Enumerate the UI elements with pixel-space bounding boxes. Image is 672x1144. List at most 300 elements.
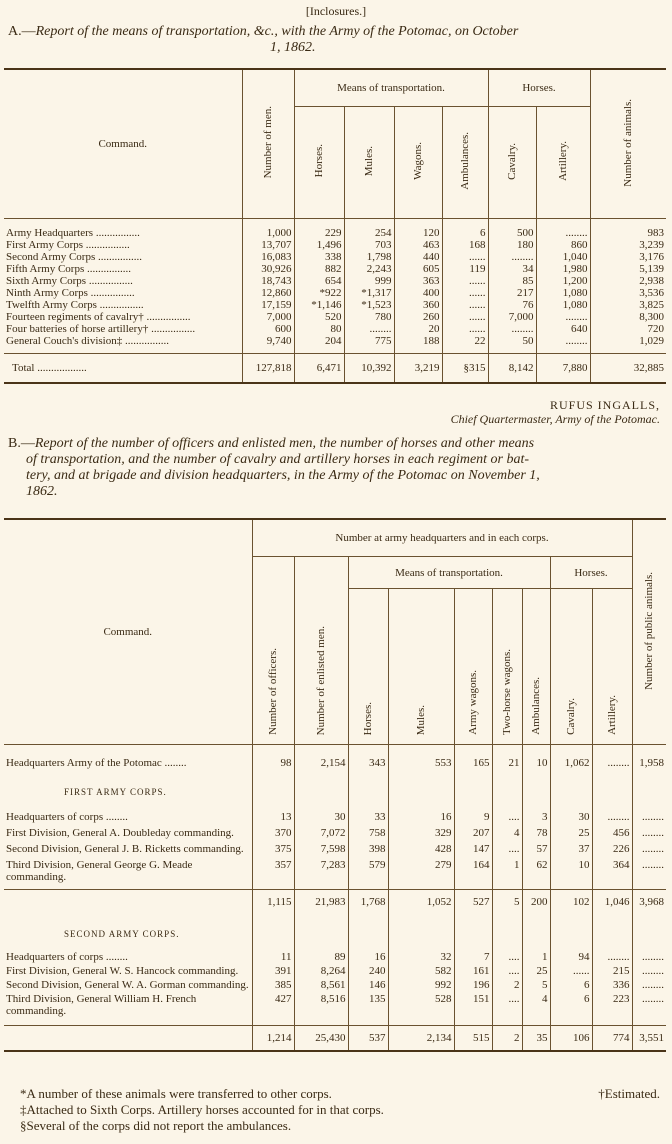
art-cell: 226	[592, 839, 632, 855]
officers-cell: 391	[252, 963, 294, 977]
table-row	[4, 839, 666, 855]
horses-cell: 80	[294, 323, 344, 335]
command-label: Ninth Army Corps	[6, 287, 88, 299]
table-row	[4, 287, 666, 299]
horses-cell: 240	[348, 963, 388, 977]
table-b-horses-group-header: Horses.	[550, 557, 632, 589]
table-row	[4, 977, 666, 991]
art-cell: 336	[592, 977, 632, 991]
mules-cell: ........	[344, 323, 394, 335]
men-cell: 12,860	[242, 287, 294, 299]
table-row	[4, 963, 666, 977]
table-a-total-ambulances: §315	[442, 353, 488, 383]
subtotal-mules: 1,052	[388, 889, 454, 915]
horses-cell: 343	[348, 745, 388, 770]
table-b-means-header: Means of transportation.	[348, 557, 550, 589]
art-cell: 223	[592, 991, 632, 1017]
mules-cell: 16	[388, 803, 454, 823]
two-cell: ....	[492, 839, 522, 855]
table-a-command-header: Command.	[4, 69, 242, 219]
officers-cell: 427	[252, 991, 294, 1017]
table-a-total-cavalry: 8,142	[488, 353, 536, 383]
subtotal-horses: 537	[348, 1025, 388, 1051]
art-cell: ........	[592, 803, 632, 823]
heading-b-prefix: B.—	[8, 436, 35, 451]
command-label: Second Division, General J. B. Ricketts commanding.	[6, 843, 244, 855]
artillery-cell: 860	[536, 239, 590, 251]
command-label: First Division, General W. S. Hancock commanding.	[6, 965, 239, 977]
table-row	[4, 311, 666, 323]
mules-cell: 703	[344, 239, 394, 251]
animals-cell: 5,139	[590, 263, 666, 275]
subtotal-officers: 1,115	[252, 889, 294, 915]
wagons-cell: 360	[394, 299, 442, 311]
heading-b-line2: of transportation, and the number of cavalry and artillery horses in each regiment or bat-	[26, 452, 530, 467]
table-a	[4, 68, 666, 384]
cav-cell: 1,062	[550, 745, 592, 770]
signature-name: RUFUS INGALLS,	[549, 398, 660, 412]
subtotal-row	[4, 1025, 666, 1051]
art-cell: ........	[592, 745, 632, 770]
two-cell: 1	[492, 855, 522, 883]
table-row	[4, 745, 666, 770]
public-cell: ........	[632, 855, 666, 883]
cavalry-cell: ........	[488, 323, 536, 335]
command-cell: Four batteries of horse artillery† ................	[6, 323, 196, 335]
table-b-sub-two-horse-wagons: Two-horse wagons.	[501, 649, 513, 735]
art-cell: 364	[592, 855, 632, 883]
command-cell: Headquarters of corps ........	[6, 951, 128, 963]
cavalry-cell: 50	[488, 335, 536, 347]
ambulances-cell: 168	[442, 239, 488, 251]
wagons-cell: 164	[454, 855, 492, 883]
mules-cell: 2,243	[344, 263, 394, 275]
enlisted-cell: 8,516	[294, 991, 348, 1017]
ambulances-cell: ......	[442, 323, 488, 335]
artillery-cell: 1,080	[536, 287, 590, 299]
subtotal-public: 3,551	[632, 1025, 666, 1051]
mules-cell: 999	[344, 275, 394, 287]
table-b-sub-cavalry: Cavalry.	[565, 698, 577, 735]
command-label: Four batteries of horse artillery†	[6, 323, 149, 335]
command-cell: First Army Corps ................	[6, 239, 130, 251]
command-cell: Headquarters of corps ........	[6, 811, 128, 823]
command-cell: Army Headquarters ................	[6, 227, 140, 239]
men-cell: 18,743	[242, 275, 294, 287]
table-b-command-header: Command.	[4, 519, 252, 745]
table-b-sub-ambulances: Ambulances.	[530, 677, 542, 735]
mules-cell: 32	[388, 945, 454, 963]
men-cell: 9,740	[242, 335, 294, 347]
heading-b-line3: tery, and at brigade and division headquarters, in the Army of the Potomac on November 1,	[26, 468, 540, 483]
cav-cell: 30	[550, 803, 592, 823]
table-row	[4, 251, 666, 263]
command-cell	[4, 839, 252, 855]
horses-cell: 135	[348, 991, 388, 1017]
officers-cell: 375	[252, 839, 294, 855]
horses-cell: *1,146	[294, 299, 344, 311]
public-cell: ........	[632, 823, 666, 839]
mules-cell: *1,523	[344, 299, 394, 311]
public-cell: ........	[632, 945, 666, 963]
two-cell: 21	[492, 745, 522, 770]
table-a-animals-header: Number of animals.	[622, 98, 635, 187]
ambulances-cell: 6	[442, 219, 488, 240]
heading-b-line1: Report of the number of officers and enlisted men, the number of horses and other means	[34, 436, 535, 451]
enlisted-cell: 7,598	[294, 839, 348, 855]
table-a-total-animals: 32,885	[590, 353, 666, 383]
wagons-cell: 440	[394, 251, 442, 263]
command-label: General Couch's division‡	[6, 335, 123, 347]
horses-cell: 1,496	[294, 239, 344, 251]
wagons-cell: 363	[394, 275, 442, 287]
public-cell: ........	[632, 803, 666, 823]
cav-cell: 6	[550, 991, 592, 1017]
command-cell: Headquarters Army of the Potomac ........	[6, 757, 187, 769]
wagons-cell: 605	[394, 263, 442, 275]
command-label: Fifth Army Corps	[6, 263, 85, 275]
table-row	[4, 803, 666, 823]
table-row	[4, 945, 666, 963]
officers-cell: 370	[252, 823, 294, 839]
subtotal-enlisted: 21,983	[294, 889, 348, 915]
subtotal-wagons: 527	[454, 889, 492, 915]
mules-cell: 428	[388, 839, 454, 855]
ambulances-cell: ......	[442, 287, 488, 299]
subtotal-public: 3,968	[632, 889, 666, 915]
horses-cell: 758	[348, 823, 388, 839]
table-b	[4, 518, 666, 1052]
table-a-total-men: 127,818	[242, 353, 294, 383]
table-a-total-label: Total ..................	[12, 361, 87, 374]
wagons-cell: 7	[454, 945, 492, 963]
subtotal-label-cell	[4, 889, 252, 915]
artillery-cell: ........	[536, 335, 590, 347]
command-label: Third Division, General William H. French commanding.	[6, 993, 197, 1017]
command-label: Army Headquarters	[6, 227, 94, 239]
heading-b	[8, 436, 666, 500]
table-a-sub-ambulances: Ambulances.	[459, 132, 471, 190]
command-cell	[4, 963, 252, 977]
horses-cell: 33	[348, 803, 388, 823]
subtotal-two: 5	[492, 889, 522, 915]
table-b-enlisted-header: Number of enlisted men.	[315, 625, 327, 735]
subtotal-wagons: 515	[454, 1025, 492, 1051]
two-cell: 4	[492, 823, 522, 839]
public-cell: ........	[632, 977, 666, 991]
wagons-cell: 463	[394, 239, 442, 251]
artillery-cell: 1,040	[536, 251, 590, 263]
heading-a-prefix: A.—	[8, 24, 36, 39]
table-row	[4, 323, 666, 335]
command-label: Second Division, General W. A. Gorman commanding.	[6, 979, 249, 991]
cavalry-cell: 85	[488, 275, 536, 287]
mules-cell: 582	[388, 963, 454, 977]
artillery-cell: 1,980	[536, 263, 590, 275]
subtotal-enlisted: 25,430	[294, 1025, 348, 1051]
command-cell: Fifth Army Corps ................	[6, 263, 131, 275]
artillery-cell: 1,080	[536, 299, 590, 311]
amb-cell: 25	[522, 963, 550, 977]
men-cell: 17,159	[242, 299, 294, 311]
subtotal-art: 1,046	[592, 889, 632, 915]
command-label: First Army Corps	[6, 239, 84, 251]
table-row	[4, 263, 666, 275]
mules-cell: 254	[344, 219, 394, 240]
signature-title: Chief Quartermaster, Army of the Potomac.	[450, 412, 660, 426]
horses-cell: 520	[294, 311, 344, 323]
table-row	[4, 299, 666, 311]
command-cell: Twelfth Army Corps ................	[6, 299, 144, 311]
table-a-total-wagons: 3,219	[394, 353, 442, 383]
subtotal-cav: 106	[550, 1025, 592, 1051]
table-a-means-header: Means of transportation.	[294, 69, 488, 107]
cavalry-cell: ........	[488, 251, 536, 263]
subtotal-row	[4, 889, 666, 915]
enlisted-cell: 7,283	[294, 855, 348, 883]
animals-cell: 8,300	[590, 311, 666, 323]
ambulances-cell: ......	[442, 275, 488, 287]
public-cell: ........	[632, 991, 666, 1017]
ambulances-cell: 119	[442, 263, 488, 275]
table-a-men-header: Number of men.	[262, 106, 274, 179]
command-cell: Second Army Corps ................	[6, 251, 142, 263]
command-cell	[4, 977, 252, 991]
mules-cell: 775	[344, 335, 394, 347]
men-cell: 600	[242, 323, 294, 335]
section-row	[4, 773, 666, 803]
animals-cell: 720	[590, 323, 666, 335]
amb-cell: 78	[522, 823, 550, 839]
public-cell: ........	[632, 963, 666, 977]
horses-cell: 146	[348, 977, 388, 991]
cavalry-cell: 76	[488, 299, 536, 311]
wagons-cell: 20	[394, 323, 442, 335]
artillery-cell: ........	[536, 311, 590, 323]
footnote-star: *A number of these animals were transferred to other corps.	[20, 1086, 332, 1101]
table-b-sub-artillery: Artillery.	[606, 695, 618, 735]
table-row	[4, 991, 666, 1017]
two-cell: ....	[492, 991, 522, 1017]
table-row	[4, 335, 666, 347]
table-row	[4, 275, 666, 287]
footnotes	[20, 1086, 660, 1134]
wagons-cell: 188	[394, 335, 442, 347]
cavalry-cell: 180	[488, 239, 536, 251]
cavalry-cell: 34	[488, 263, 536, 275]
enlisted-cell: 7,072	[294, 823, 348, 839]
artillery-cell: 1,200	[536, 275, 590, 287]
art-cell: ........	[592, 945, 632, 963]
command-cell: Sixth Army Corps ................	[6, 275, 133, 287]
wagons-cell: 207	[454, 823, 492, 839]
subtotal-officers: 1,214	[252, 1025, 294, 1051]
horses-cell: 16	[348, 945, 388, 963]
animals-cell: 3,536	[590, 287, 666, 299]
table-b-sub-army-wagons: Army wagons.	[467, 670, 479, 735]
wagons-cell: 151	[454, 991, 492, 1017]
cavalry-cell: 7,000	[488, 311, 536, 323]
wagons-cell: 9	[454, 803, 492, 823]
command-cell	[4, 855, 252, 883]
subtotal-horses: 1,768	[348, 889, 388, 915]
table-a-sub-mules: Mules.	[363, 145, 375, 177]
mules-cell: 279	[388, 855, 454, 883]
wagons-cell: 147	[454, 839, 492, 855]
wagons-cell: 196	[454, 977, 492, 991]
horses-cell: 882	[294, 263, 344, 275]
command-cell	[4, 991, 252, 1017]
table-a-sub-artillery: Artillery.	[557, 141, 569, 181]
footnote-ddagger: ‡Attached to Sixth Corps. Artillery horses accounted for in that corps.	[20, 1102, 384, 1117]
table-b-sub-horses: Horses.	[362, 701, 374, 735]
animals-cell: 2,938	[590, 275, 666, 287]
officers-cell: 13	[252, 803, 294, 823]
table-a-total-artillery: 7,880	[536, 353, 590, 383]
table-b-sub-mules: Mules.	[415, 704, 427, 735]
animals-cell: 3,825	[590, 299, 666, 311]
section-title: SECOND ARMY CORPS.	[64, 929, 180, 939]
mules-cell: 780	[344, 311, 394, 323]
cav-cell: 25	[550, 823, 592, 839]
animals-cell: 983	[590, 219, 666, 240]
cav-cell: 6	[550, 977, 592, 991]
enlisted-cell: 30	[294, 803, 348, 823]
animals-cell: 1,029	[590, 335, 666, 347]
table-a-sub-wagons: Wagons.	[412, 142, 424, 180]
horses-cell: 229	[294, 219, 344, 240]
public-cell: 1,958	[632, 745, 666, 770]
cavalry-cell: 500	[488, 219, 536, 240]
heading-a	[8, 24, 666, 56]
heading-b-line4: 1862.	[26, 484, 58, 499]
men-cell: 13,707	[242, 239, 294, 251]
command-label: Headquarters of corps	[6, 811, 104, 823]
wagons-cell: 120	[394, 219, 442, 240]
subtotal-mules: 2,134	[388, 1025, 454, 1051]
enlisted-cell: 8,264	[294, 963, 348, 977]
horses-cell: *922	[294, 287, 344, 299]
table-a-sub-cavalry: Cavalry.	[506, 142, 518, 180]
inclosures-label: [Inclosures.]	[305, 4, 367, 18]
officers-cell: 98	[252, 745, 294, 770]
animals-cell: 3,239	[590, 239, 666, 251]
mules-cell: 1,798	[344, 251, 394, 263]
command-cell: General Couch's division‡ ................	[6, 335, 169, 347]
ambulances-cell: ......	[442, 251, 488, 263]
amb-cell: 5	[522, 977, 550, 991]
subtotal-art: 774	[592, 1025, 632, 1051]
subtotal-amb: 35	[522, 1025, 550, 1051]
amb-cell: 1	[522, 945, 550, 963]
ambulances-cell: ......	[442, 299, 488, 311]
enlisted-cell: 8,561	[294, 977, 348, 991]
enlisted-cell: 2,154	[294, 745, 348, 770]
footnote-dagger: †Estimated.	[598, 1086, 660, 1101]
two-cell: 2	[492, 977, 522, 991]
cav-cell: 94	[550, 945, 592, 963]
table-b-public-header: Number of public animals.	[643, 571, 656, 690]
heading-a-line2: 1, 1862.	[270, 40, 316, 55]
wagons-cell: 165	[454, 745, 492, 770]
ambulances-cell: ......	[442, 311, 488, 323]
subtotal-label-cell	[4, 1025, 252, 1051]
command-label: Second Army Corps	[6, 251, 96, 263]
officers-cell: 357	[252, 855, 294, 883]
heading-a-line1: Report of the means of transportation, &c., with the Army of the Potomac, on October	[35, 24, 519, 39]
men-cell: 1,000	[242, 219, 294, 240]
command-cell: Fourteen regiments of cavalry† ................	[6, 311, 191, 323]
command-label: Headquarters Army of the Potomac	[6, 757, 162, 769]
wagons-cell: 161	[454, 963, 492, 977]
horses-cell: 654	[294, 275, 344, 287]
two-cell: ....	[492, 963, 522, 977]
wagons-cell: 260	[394, 311, 442, 323]
officers-cell: 385	[252, 977, 294, 991]
mules-cell: 992	[388, 977, 454, 991]
command-label: Twelfth Army Corps	[6, 299, 97, 311]
command-label: Fourteen regiments of cavalry†	[6, 311, 144, 323]
footnote-section: §Several of the corps did not report the ambulances.	[20, 1118, 292, 1133]
two-cell: ....	[492, 803, 522, 823]
table-row	[4, 855, 666, 883]
table-a-horses-group-header: Horses.	[488, 69, 590, 107]
men-cell: 7,000	[242, 311, 294, 323]
command-label: Headquarters of corps	[6, 951, 104, 963]
public-cell: ........	[632, 839, 666, 855]
amb-cell: 62	[522, 855, 550, 883]
section-row	[4, 915, 666, 945]
horses-cell: 579	[348, 855, 388, 883]
command-cell: Ninth Army Corps ................	[6, 287, 135, 299]
amb-cell: 10	[522, 745, 550, 770]
amb-cell: 4	[522, 991, 550, 1017]
art-cell: 215	[592, 963, 632, 977]
mules-cell: 329	[388, 823, 454, 839]
artillery-cell: ........	[536, 219, 590, 240]
cav-cell: ......	[550, 963, 592, 977]
amb-cell: 57	[522, 839, 550, 855]
men-cell: 30,926	[242, 263, 294, 275]
signature	[451, 398, 660, 426]
table-b-officers-header: Number of officers.	[267, 648, 279, 735]
table-b-group-header: Number at army headquarters and in each corps.	[252, 519, 632, 557]
section-title: FIRST ARMY CORPS.	[64, 787, 167, 797]
command-label: Third Division, General George G. Meade commanding.	[6, 859, 193, 883]
officers-cell: 11	[252, 945, 294, 963]
animals-cell: 3,176	[590, 251, 666, 263]
amb-cell: 3	[522, 803, 550, 823]
ambulances-cell: 22	[442, 335, 488, 347]
mules-cell: *1,317	[344, 287, 394, 299]
command-label: First Division, General A. Doubleday commanding.	[6, 827, 234, 839]
command-label: Sixth Army Corps	[6, 275, 87, 287]
two-cell: ....	[492, 945, 522, 963]
table-row	[4, 219, 666, 240]
table-row	[4, 823, 666, 839]
table-row	[4, 239, 666, 251]
cavalry-cell: 217	[488, 287, 536, 299]
cav-cell: 10	[550, 855, 592, 883]
men-cell: 16,083	[242, 251, 294, 263]
subtotal-two: 2	[492, 1025, 522, 1051]
mules-cell: 528	[388, 991, 454, 1017]
art-cell: 456	[592, 823, 632, 839]
enlisted-cell: 89	[294, 945, 348, 963]
cav-cell: 37	[550, 839, 592, 855]
wagons-cell: 400	[394, 287, 442, 299]
mules-cell: 553	[388, 745, 454, 770]
